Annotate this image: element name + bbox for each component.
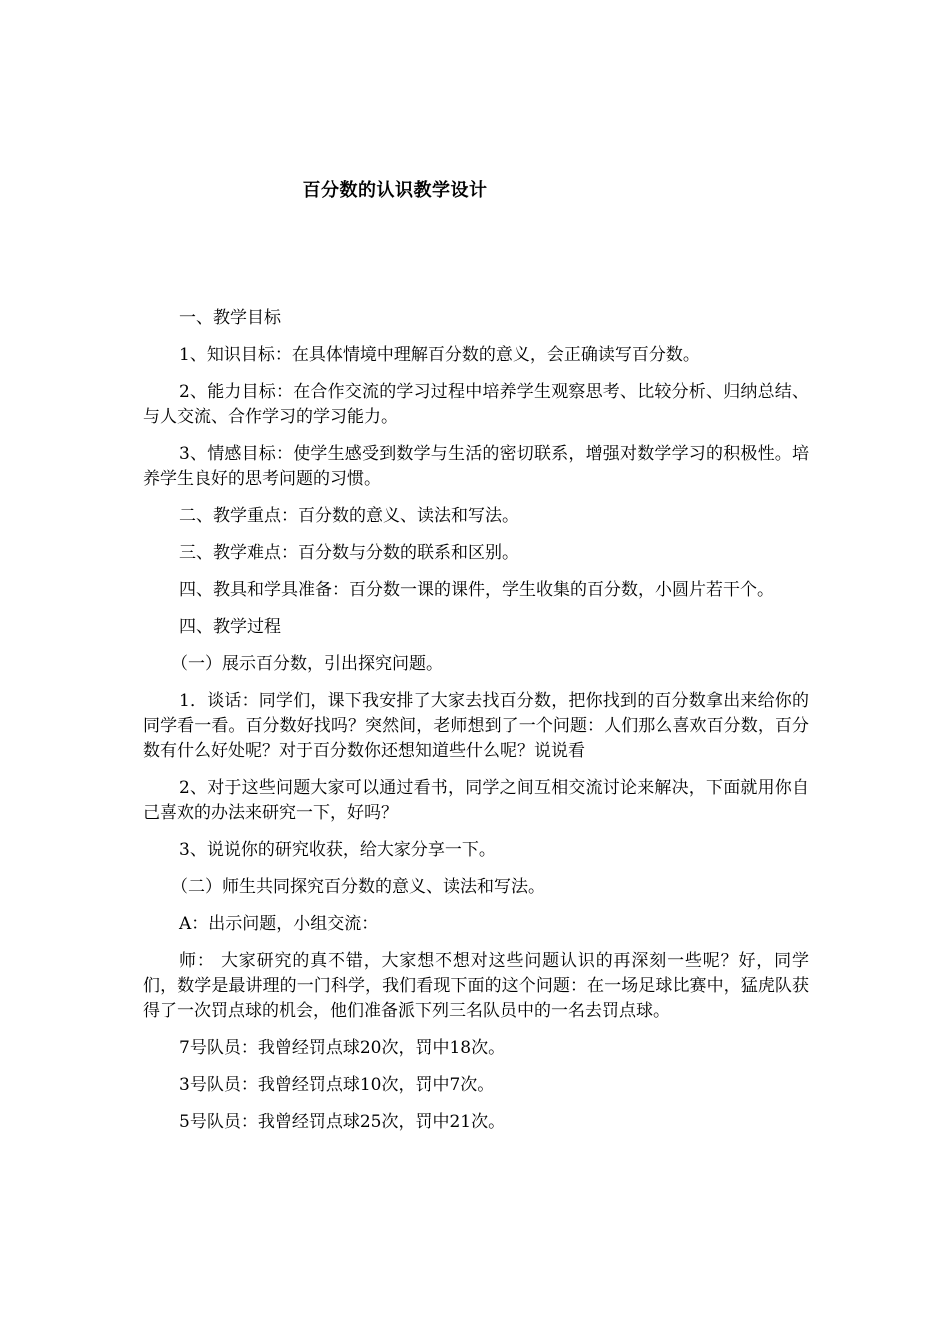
document-body (143, 306, 809, 1147)
subsection-heading-1: （一）展示百分数，引出探究问题。 (171, 654, 443, 674)
section-heading-process: 四、教学过程 (179, 617, 281, 637)
paragraph-teacher: 师： 大家研究的真不错，大家想不想对这些问题认识的再深刻一些呢？好，同学们，数学是最讲理的一门科学，我们看现下面的这个问题：在一场足球比赛中，猛虎队获得了一次罚点球的机会，他们准备派下列三名队员中的一名去罚点球。 (143, 951, 809, 1021)
paragraph-talk: 1．谈话：同学们，课下我安排了大家去找百分数，把你找到的百分数拿出来给你的同学看一看。百分数好找吗？突然间，老师想到了一个问题：人们那么喜欢百分数，百分数有什么好处呢？对于百分数你还想知道些什么呢？说说看 (143, 691, 809, 761)
paragraph-ability-goal: 2、能力目标：在合作交流的学习过程中培养学生观察思考、比较分析、归纳总结、与人交流、合作学习的学习能力。 (143, 382, 809, 427)
section-heading-objectives: 一、教学目标 (179, 308, 281, 328)
document-title: 百分数的认识教学设计 (302, 180, 488, 201)
paragraph-knowledge-goal: 1、知识目标：在具体情境中理解百分数的意义，会正确读写百分数。 (179, 345, 700, 365)
paragraph-emotion-goal: 3、情感目标：使学生感受到数学与生活的密切联系，增强对数学学习的积极性。培养学生良好的思考问题的习惯。 (143, 444, 809, 489)
paragraph-player-5: 5号队员：我曾经罚点球25次，罚中21次。 (179, 1112, 506, 1132)
paragraph-difficulties: 三、教学难点：百分数与分数的联系和区别。 (179, 543, 519, 563)
paragraph-share: 3、说说你的研究收获，给大家分享一下。 (179, 840, 496, 860)
paragraph-materials: 四、教具和学具准备：百分数一课的课件，学生收集的百分数，小圆片若干个。 (179, 580, 774, 600)
paragraph-discussion: 2、对于这些问题大家可以通过看书，同学之间互相交流讨论来解决，下面就用你自己喜欢的办法来研究一下，好吗？ (143, 778, 809, 823)
paragraph-question-intro: A：出示问题，小组交流： (179, 914, 379, 934)
paragraph-player-7: 7号队员：我曾经罚点球20次，罚中18次。 (179, 1038, 506, 1058)
paragraph-key-points: 二、教学重点：百分数的意义、读法和写法。 (179, 506, 519, 526)
paragraph-player-3: 3号队员：我曾经罚点球10次，罚中7次。 (179, 1075, 495, 1095)
subsection-heading-2: （二）师生共同探究百分数的意义、读法和写法。 (171, 877, 545, 897)
